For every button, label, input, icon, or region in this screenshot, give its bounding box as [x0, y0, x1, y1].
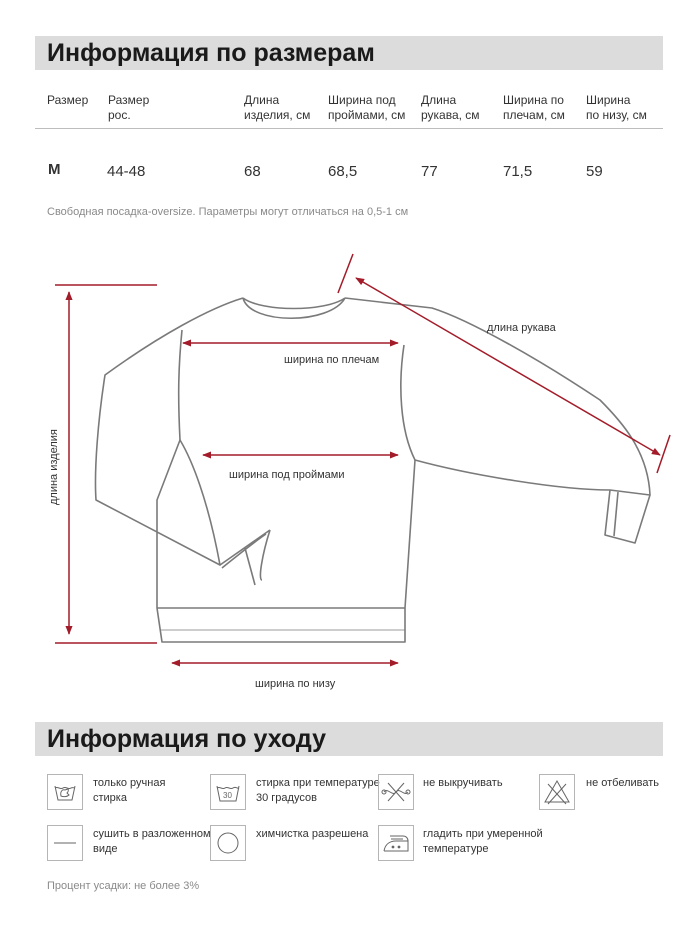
cell-bottom-width: 59: [586, 163, 603, 180]
cell-size: M: [48, 161, 61, 178]
care-text-dry-clean: химчистка разрешена: [256, 828, 369, 840]
hand-wash-icon: [47, 774, 83, 810]
header-bottom-width: Ширина по низу, см: [586, 93, 647, 122]
wash-30-icon: [210, 774, 246, 810]
svg-text:30: 30: [223, 791, 232, 800]
do-not-wring-icon: [378, 774, 414, 810]
care-text-wash-30: стирка при температуре 30 градусов: [256, 777, 380, 804]
cell-underarm-width: 68,5: [328, 163, 358, 180]
care-text-dry-flat: сушить в разложенном виде: [93, 828, 211, 855]
care-info-banner: [35, 722, 663, 756]
care-text-do-not-bleach: не отбеливать: [586, 777, 660, 789]
bottom-label: ширина по низу: [255, 678, 336, 690]
sleeve-top-tick: [338, 254, 353, 293]
do-not-bleach-icon: [539, 774, 575, 810]
size-info-title: Информация по размерам: [47, 39, 375, 67]
sweatshirt-outline: [95, 298, 650, 642]
care-text-do-not-wring: не выкручивать: [423, 777, 503, 789]
sleeve-label: длина рукава: [487, 322, 556, 334]
care-text-hand-wash: только ручная стирка: [93, 777, 166, 804]
cell-sleeve-length: 77: [421, 163, 438, 180]
care-text-iron-medium: гладить при умеренной температуре: [423, 828, 543, 855]
iron-medium-icon: [378, 825, 414, 861]
shrinkage-note: Процент усадки: не более 3%: [47, 880, 200, 892]
header-length: Длина изделия, см: [244, 93, 311, 122]
care-info-title: Информация по уходу: [47, 725, 326, 753]
header-ru-size: Размер рос.: [108, 93, 150, 122]
header-size: Размер: [47, 93, 89, 107]
cell-shoulder-width: 71,5: [503, 163, 533, 180]
dry-clean-icon: [210, 825, 246, 861]
dry-flat-icon: [47, 825, 83, 861]
header-shoulder-width: Ширина по плечам, см: [503, 93, 565, 122]
shoulders-label: ширина по плечам: [284, 354, 380, 366]
header-sleeve-length: Длина рукава, см: [421, 93, 480, 122]
cell-ru-size: 44-48: [107, 163, 146, 180]
header-underarm-width: Ширина под проймами, см: [328, 93, 406, 122]
fit-note: Свободная посадка-oversize. Параметры могут отличаться на 0,5-1 см: [47, 206, 409, 218]
cell-length: 68: [244, 163, 261, 180]
length-label: длина изделия: [48, 429, 60, 505]
underarm-label: ширина под проймами: [229, 469, 345, 481]
